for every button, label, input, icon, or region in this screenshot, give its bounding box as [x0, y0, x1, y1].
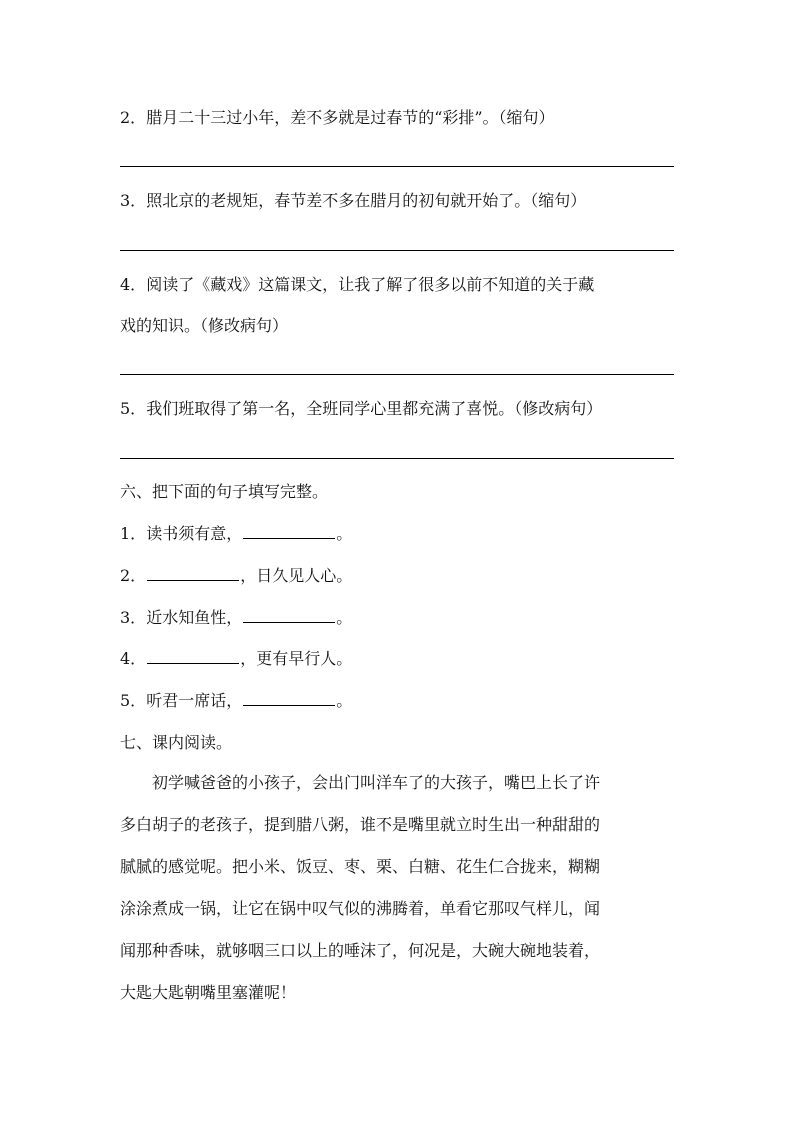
- passage-line: 大匙大匙朝嘴里塞灌呢！: [120, 983, 297, 1002]
- passage-line: 多白胡子的老孩子，提到腊八粥，谁不是嘴里就立时生出一种甜甜的: [120, 815, 601, 834]
- fill-blank[interactable]: [243, 524, 335, 539]
- answer-line-4[interactable]: [120, 374, 674, 375]
- passage-line: 闻那种香味，就够咽三口以上的唾沫了，何况是，大碗大碗地装着，: [120, 941, 601, 960]
- fill-item-3: [120, 608, 680, 628]
- item-before: 听君一席话，: [146, 691, 243, 710]
- question-number: 5．: [120, 399, 147, 418]
- fill-item-4: [120, 649, 680, 669]
- passage-line: 初学喊爸爸的小孩子，会出门叫洋车了的大孩子，嘴巴上长了许: [120, 773, 601, 792]
- item-after: ，日久见人心。: [240, 566, 353, 585]
- item-before: 近水知鱼性，: [146, 608, 243, 627]
- question-number: 4．: [120, 275, 147, 294]
- fill-blank[interactable]: [147, 566, 239, 581]
- question-text: 我们班取得了第一名，全班同学心里都充满了喜悦。（修改病句）: [146, 399, 603, 418]
- section-7-heading: 七、课内阅读。: [120, 733, 233, 752]
- answer-line-5[interactable]: [120, 458, 674, 459]
- item-number: 3．: [120, 608, 147, 627]
- fill-blank[interactable]: [243, 608, 335, 623]
- question-text: 戏的知识。（修改病句）: [120, 316, 289, 335]
- fill-item-1: [120, 524, 680, 544]
- question-number: 3．: [120, 191, 147, 210]
- question-4-line-1: [120, 275, 680, 295]
- fill-item-2: [120, 566, 680, 586]
- passage-line: 涂涂煮成一锅，让它在锅中叹气似的沸腾着，单看它那叹气样儿，闻: [120, 899, 601, 918]
- question-text: 腊月二十三过小年，差不多就是过春节的“彩排”。（缩句）: [146, 108, 555, 127]
- item-number: 5．: [120, 691, 147, 710]
- fill-item-5: [120, 691, 680, 711]
- section-6-heading: 六、把下面的句子填写完整。: [120, 482, 329, 501]
- question-text: 照北京的老规矩，春节差不多在腊月的初旬就开始了。（缩句）: [146, 191, 587, 210]
- question-text: 阅读了《藏戏》这篇课文，让我了解了很多以前不知道的关于藏: [146, 275, 595, 294]
- answer-line-3[interactable]: [120, 250, 674, 251]
- item-after: 。: [336, 608, 353, 627]
- question-number: 2．: [120, 108, 147, 127]
- passage-line: 腻腻的感觉呢。把小米、饭豆、枣、栗、白糖、花生仁合拢来，糊糊: [120, 857, 601, 876]
- question-5: [120, 399, 680, 419]
- item-after: ，更有早行人。: [240, 649, 353, 668]
- answer-line-2[interactable]: [120, 166, 674, 167]
- question-2: [120, 108, 680, 128]
- question-3: [120, 191, 680, 211]
- item-before: 读书须有意，: [146, 524, 243, 543]
- fill-blank[interactable]: [243, 691, 335, 706]
- fill-blank[interactable]: [147, 649, 239, 664]
- item-number: 2．: [120, 566, 147, 585]
- item-after: 。: [336, 524, 353, 543]
- question-4-line-2: [120, 316, 680, 336]
- item-number: 1．: [120, 524, 147, 543]
- item-number: 4．: [120, 649, 147, 668]
- item-after: 。: [336, 691, 353, 710]
